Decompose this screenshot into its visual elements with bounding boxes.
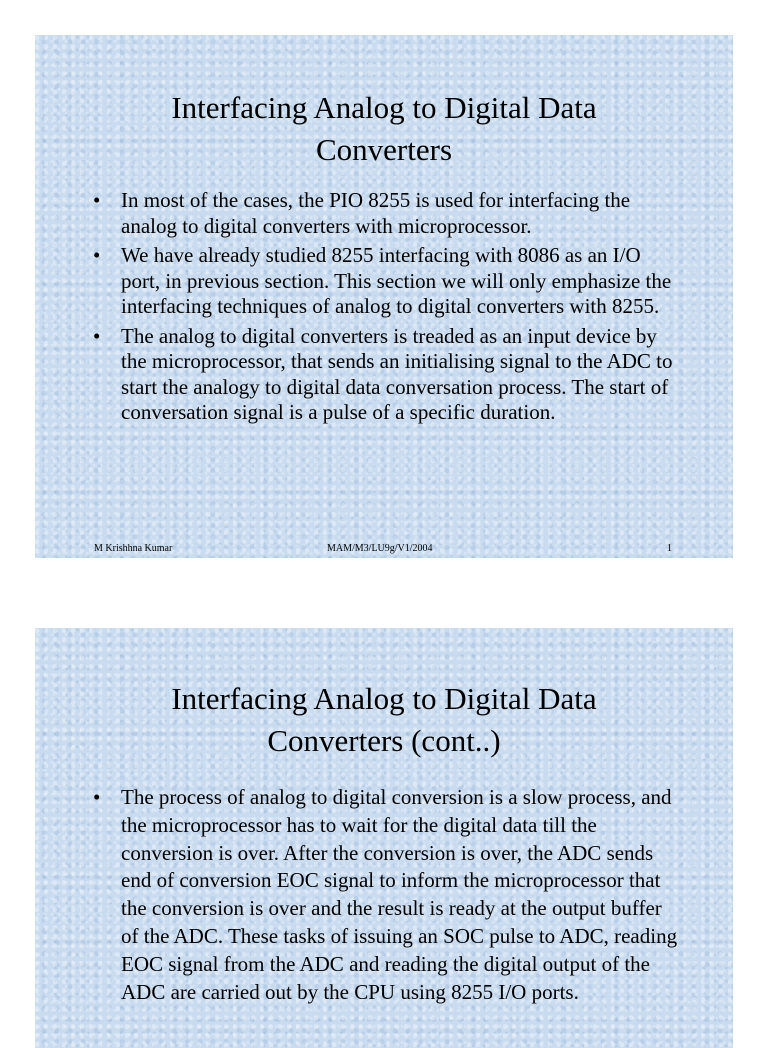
bullet-icon: •: [93, 243, 101, 267]
bullet-text: The analog to digital converters is treaded as an input device by the microprocessor, that sends an initialising signal to the ADC to start the analogy to digital data conversation process. The start of conversation signal is a pulse of a specific duration.: [121, 323, 673, 424]
slide-2-bullet-list: [93, 784, 683, 1010]
bullet-text: The process of analog to digital conversion is a slow process, and the microprocessor has to wait for the digital data till the conversion is over. After the conversion is over, the ADC sends end of conversion EOC signal to inform the microprocessor that the conversion is over and the result is ready at the output buffer of the ADC. These tasks of issuing an SOC pulse to ADC, reading EOC signal from the ADC and reading the digital output of the ADC are carried out by the CPU using 8255 I/O ports.: [121, 785, 678, 1004]
slide-2-title-line-1: Interfacing Analog to Digital Data: [171, 681, 597, 716]
bullet-icon: •: [93, 188, 101, 212]
slide-1-title-line-2: Converters: [315, 132, 453, 167]
bullet-item: [93, 188, 683, 239]
bullet-item: [93, 243, 683, 320]
bullet-icon: •: [93, 785, 101, 809]
footer-author: M Krishhna Kumar: [94, 543, 173, 554]
footer-code: MAM/M3/LU9g/V1/2004: [327, 543, 433, 554]
slide-1: [35, 35, 733, 558]
bullet-item: [93, 784, 683, 1006]
footer-page-number: 1: [667, 543, 672, 554]
bullet-text: We have already studied 8255 interfacing with 8086 as an I/O port, in previous section. This section we will only emphasize the interfacing techniques of analog to digital converters with 8255.: [121, 243, 672, 318]
slide-2-title-line-2: Converters (cont..): [267, 723, 501, 758]
bullet-text: In most of the cases, the PIO 8255 is used for interfacing the analog to digital converters with microprocessor.: [121, 188, 631, 238]
slide-1-title-line-1: Interfacing Analog to Digital Data: [171, 90, 597, 125]
slide-1-footer: [35, 543, 733, 555]
bullet-icon: •: [93, 323, 101, 348]
slide-1-title: [35, 87, 733, 171]
bullet-item: [93, 324, 683, 426]
slide-2: [35, 628, 733, 1048]
slide-1-bullet-list: [93, 188, 683, 430]
slide-2-title: [35, 678, 733, 762]
